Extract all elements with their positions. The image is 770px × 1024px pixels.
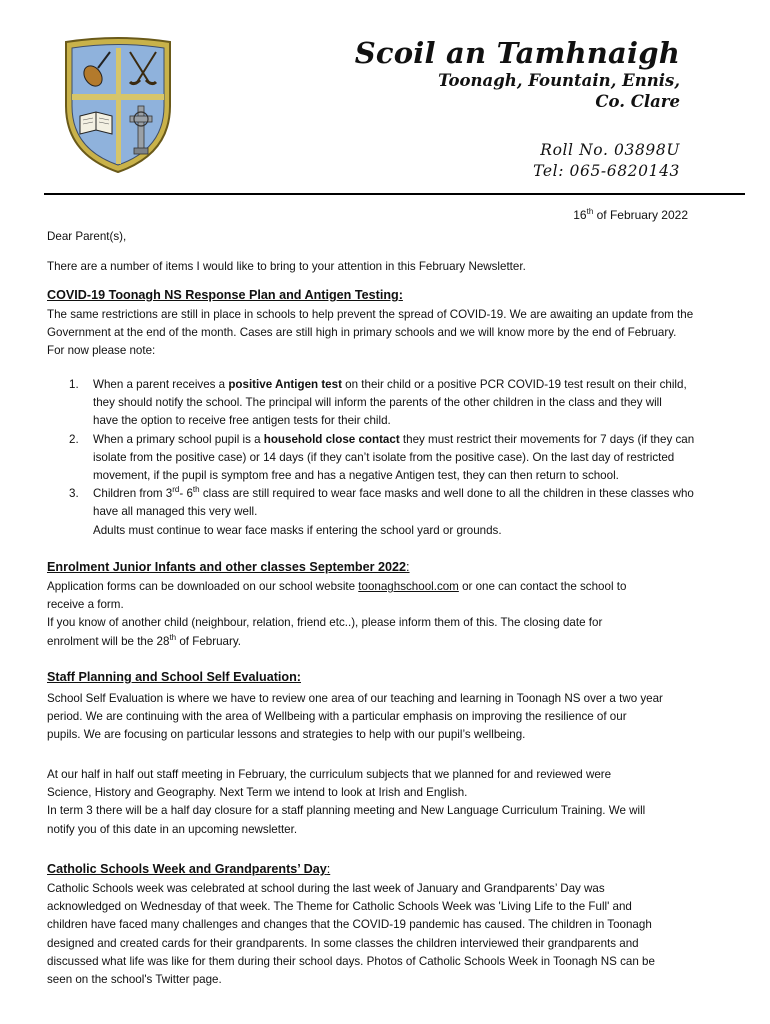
letter-date: 16th of February 2022 [573, 207, 688, 222]
greeting: Dear Parent(s), [47, 230, 127, 243]
school-address-line1: Toonagh, Fountain, Ennis, [438, 71, 680, 90]
covid-heading: COVID-19 Toonagh NS Response Plan and Antigen Testing: [47, 288, 403, 302]
intro-paragraph: There are a number of items I would like to bring to your attention in this February Newsletter. [47, 260, 526, 273]
list-item: 2. When a primary school pupil is a household close contact they must restrict their movements for 7 days (if they can isolate from the positive case) or 14 days (if they can’t isolate from the positive case). On the last day of restricted movement, if the pupil is symptom free and has a negative Antigen test, they can then return to school. [69, 432, 695, 483]
catholic-schools-week-heading: Catholic Schools Week and Grandparents’ Day: [47, 862, 331, 876]
enrolment-heading: Enrolment Junior Infants and other classes September 2022: [47, 560, 410, 574]
telephone: Tel: 065-6820143 [533, 162, 680, 180]
list-item: 1. When a parent receives a positive Antigen test on their child or a positive PCR COVID-19 test result on their child, they should notify the school. The principal will inform the parents of the other children in the class and they will have the option to receive free antigen tests for their child. [69, 378, 687, 428]
list-item: 3. Children from 3rd- 6th class are still required to wear face masks and well done to all the children in these classes who have all managed this very well. Adults must continue to wear face masks if entering the school yard or grounds. [69, 485, 694, 537]
enrolment-paragraph: Application forms can be downloaded on our school website toonaghschool.com or one can contact the school to receive a form. If you know of another child (neighbour, relation, friend etc..), please inform them of this. The closing date for enrolment will be the 28th of February. [47, 580, 627, 648]
staff-paragraph-1: School Self Evaluation is where we have to review one area of our teaching and learning in Toonagh NS over a two year period. We are continuing with the area of Wellbeing with a particular emphasis on improving the resilience of our pupils. We are focusing on particular lessons and strategies to help with our pupil’s wellbeing. [47, 692, 663, 742]
school-name: Scoil an Tamhnaigh [354, 36, 680, 70]
covid-list [47, 376, 747, 540]
school-crest-icon [60, 36, 176, 176]
catholic-paragraph: Catholic Schools week was celebrated at school during the last week of January and Grandparents’ Day was acknowledged on Wednesday of that week. The Theme for Catholic Schools Week was 'Living Life to the Full' and children have faced many challenges and changes that the COVID-19 pandemic has caused. The children in Toonagh designed and created cards for their grandparents. In some classes the children interviewed their grandparents and discussed what life was like for them during their school days. Photos of Catholic Schools Week in Toonagh NS can be seen on the school's Twitter page. [47, 882, 655, 987]
header-divider [44, 193, 745, 195]
school-address-line2: Co. Clare [595, 92, 680, 111]
school-letterhead [355, 36, 680, 182]
school-website-link[interactable]: toonaghschool.com [358, 580, 459, 593]
covid-paragraph: The same restrictions are still in place in schools to help prevent the spread of COVID-19. We are awaiting an update from the Government at the end of the month. Cases are still high in primary schools and we will know more by the end of February. For now please note: [47, 308, 694, 358]
staff-planning-heading: Staff Planning and School Self Evaluation: [47, 670, 301, 684]
roll-number: Roll No. 03898U [540, 141, 680, 159]
staff-paragraph-2: At our half in half out staff meeting in February, the curriculum subjects that we planned for and reviewed were Science, History and Geography. Next Term we intend to look at Irish and English. In term 3 there will be a half day closure for a staff planning meeting and New Language Curriculum Training. We will notify you of this date in an upcoming newsletter. [47, 768, 646, 836]
